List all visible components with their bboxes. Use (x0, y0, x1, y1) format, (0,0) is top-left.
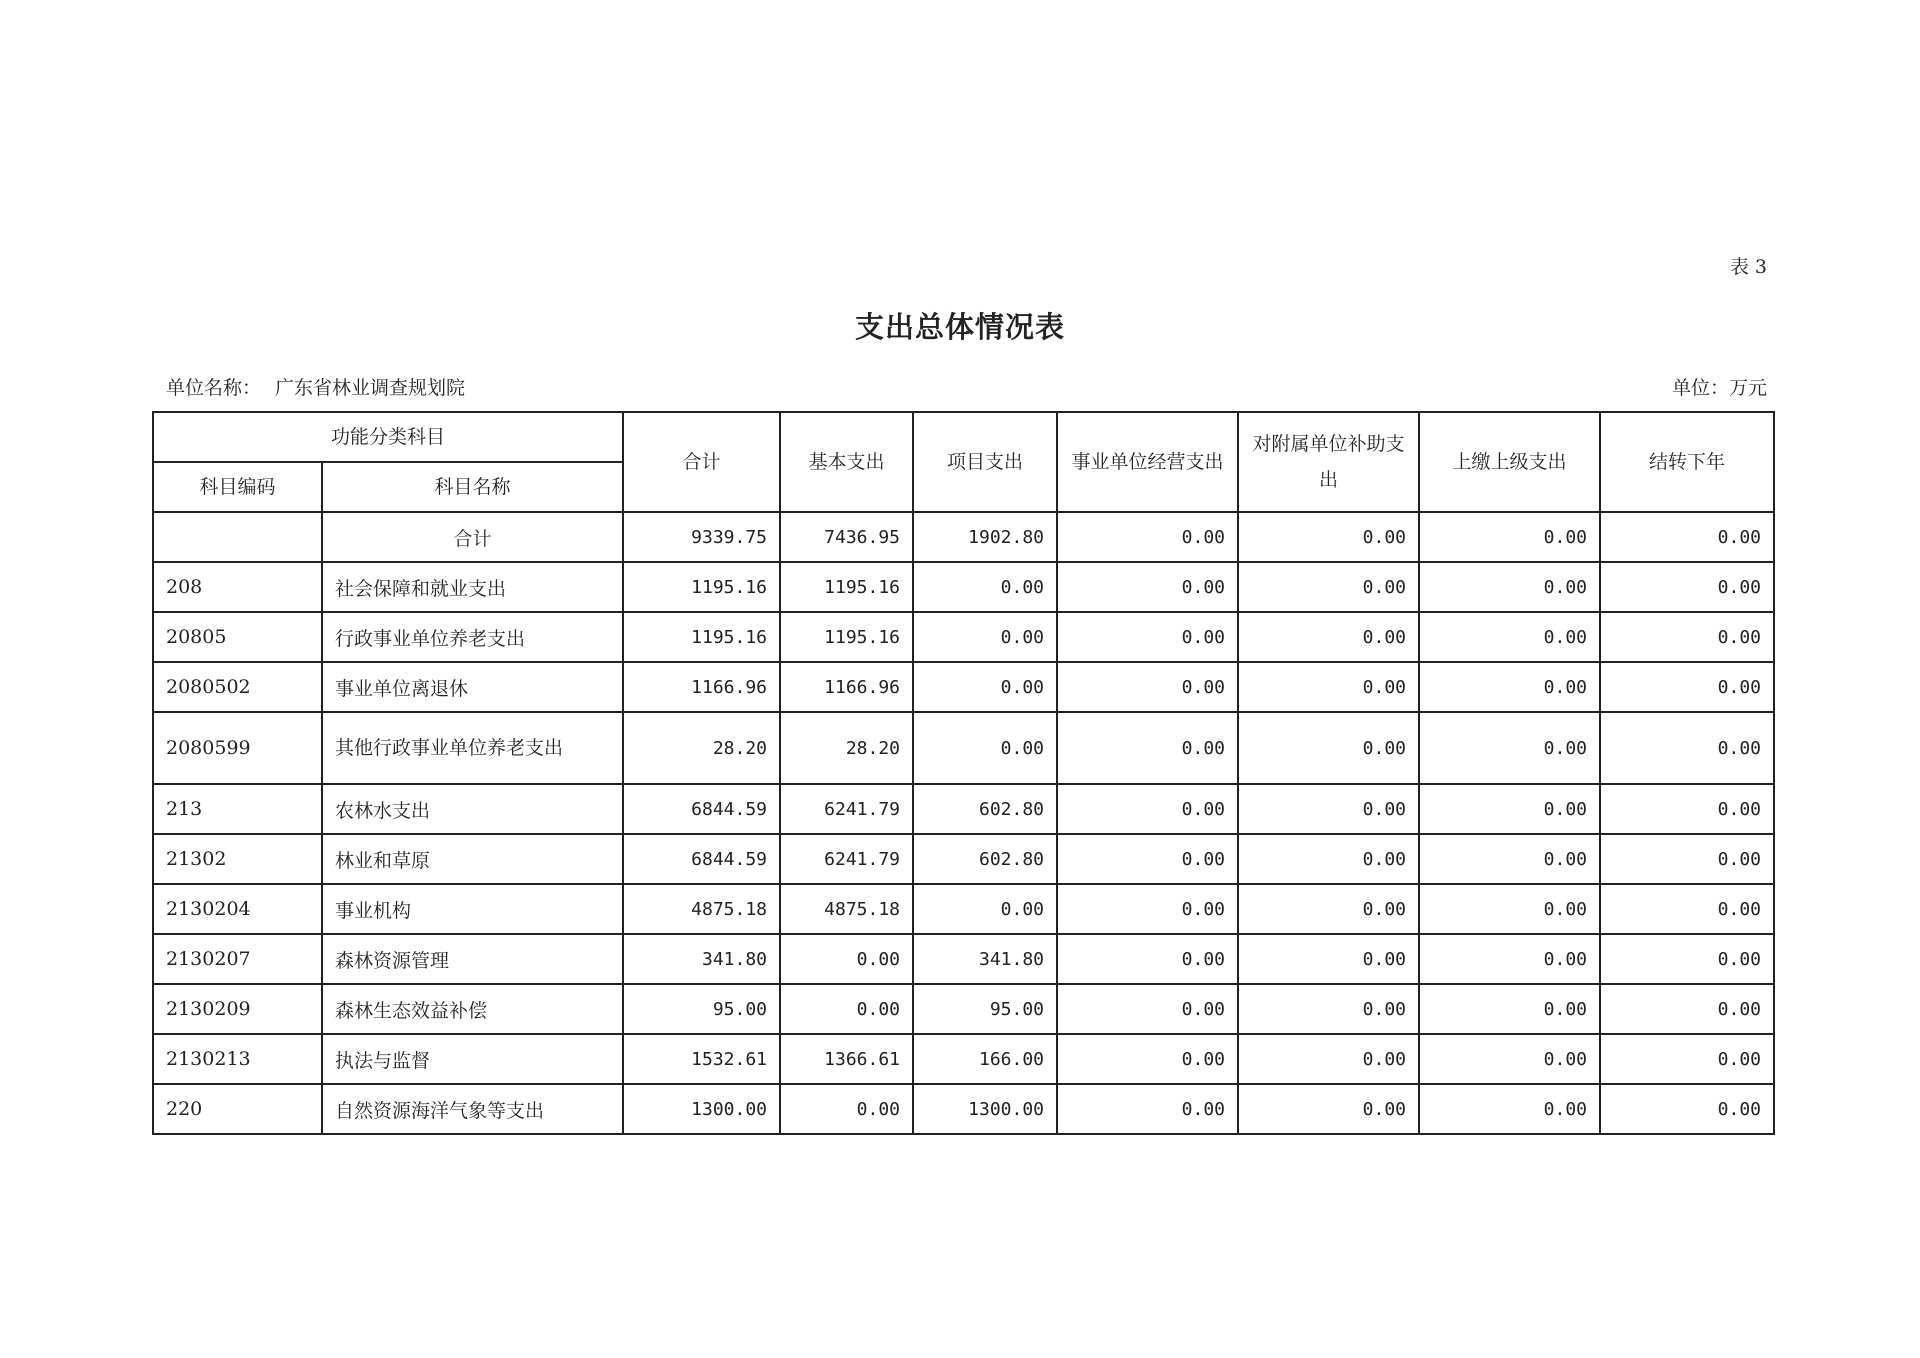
row-business: 0.00 (1057, 512, 1238, 562)
row-upper: 0.00 (1419, 834, 1600, 884)
row-subsidiary: 0.00 (1238, 984, 1419, 1034)
table-row (153, 784, 1774, 834)
row-upper: 0.00 (1419, 1084, 1600, 1134)
row-project: 0.00 (913, 884, 1057, 934)
row-project: 0.00 (913, 612, 1057, 662)
row-upper: 0.00 (1419, 934, 1600, 984)
row-name: 事业机构 (322, 884, 623, 934)
row-name: 其他行政事业单位养老支出 (322, 712, 623, 784)
row-total: 6844.59 (623, 834, 780, 884)
row-upper: 0.00 (1419, 512, 1600, 562)
row-business: 0.00 (1057, 884, 1238, 934)
row-carry: 0.00 (1600, 984, 1774, 1034)
row-business: 0.00 (1057, 1084, 1238, 1134)
header-upper-level-expenditure: 上缴上级支出 (1419, 412, 1600, 512)
row-upper: 0.00 (1419, 784, 1600, 834)
table-row (153, 1084, 1774, 1134)
row-code: 2130209 (153, 984, 322, 1034)
row-business: 0.00 (1057, 984, 1238, 1034)
row-business: 0.00 (1057, 712, 1238, 784)
row-subsidiary: 0.00 (1238, 934, 1419, 984)
row-name: 合计 (322, 512, 623, 562)
table-row (153, 1034, 1774, 1084)
row-total: 4875.18 (623, 884, 780, 934)
row-subsidiary: 0.00 (1238, 784, 1419, 834)
row-basic: 1195.16 (780, 562, 913, 612)
unit-name-label: 单位名称： (166, 377, 262, 399)
row-basic: 0.00 (780, 1084, 913, 1134)
table-row (153, 934, 1774, 984)
row-project: 602.80 (913, 784, 1057, 834)
unit-name-line (166, 373, 465, 400)
row-total: 6844.59 (623, 784, 780, 834)
header-subject-code: 科目编码 (153, 462, 322, 512)
row-basic: 0.00 (780, 984, 913, 1034)
table-row (153, 612, 1774, 662)
row-total: 1300.00 (623, 1084, 780, 1134)
row-total: 1532.61 (623, 1034, 780, 1084)
row-code: 220 (153, 1084, 322, 1134)
row-total: 1166.96 (623, 662, 780, 712)
row-business: 0.00 (1057, 1034, 1238, 1084)
header-project-expenditure: 项目支出 (913, 412, 1057, 512)
row-subsidiary: 0.00 (1238, 612, 1419, 662)
header-subject-name: 科目名称 (322, 462, 623, 512)
row-subsidiary: 0.00 (1238, 1034, 1419, 1084)
row-basic: 4875.18 (780, 884, 913, 934)
table-number: 表 3 (1729, 256, 1767, 278)
row-code: 213 (153, 784, 322, 834)
row-code: 20805 (153, 612, 322, 662)
header-carry-over: 结转下年 (1600, 412, 1774, 512)
table-row (153, 562, 1774, 612)
row-total: 28.20 (623, 712, 780, 784)
row-name: 森林生态效益补偿 (322, 984, 623, 1034)
row-name: 森林资源管理 (322, 934, 623, 984)
row-code: 21302 (153, 834, 322, 884)
row-business: 0.00 (1057, 662, 1238, 712)
row-carry: 0.00 (1600, 884, 1774, 934)
row-upper: 0.00 (1419, 1034, 1600, 1084)
row-name: 事业单位离退休 (322, 662, 623, 712)
row-carry: 0.00 (1600, 1034, 1774, 1084)
row-basic: 1366.61 (780, 1034, 913, 1084)
header-row-1 (153, 412, 1774, 462)
row-name: 执法与监督 (322, 1034, 623, 1084)
row-subsidiary: 0.00 (1238, 512, 1419, 562)
row-business: 0.00 (1057, 562, 1238, 612)
row-total: 1195.16 (623, 562, 780, 612)
row-project: 0.00 (913, 562, 1057, 612)
header-business-expenditure: 事业单位经营支出 (1057, 412, 1238, 512)
row-upper: 0.00 (1419, 612, 1600, 662)
row-carry: 0.00 (1600, 934, 1774, 984)
row-basic: 7436.95 (780, 512, 913, 562)
unit-name-value: 广东省林业调查规划院 (275, 377, 466, 399)
row-name: 农林水支出 (322, 784, 623, 834)
row-upper: 0.00 (1419, 884, 1600, 934)
row-project: 166.00 (913, 1034, 1057, 1084)
currency-unit: 单位：万元 (1671, 377, 1767, 399)
row-code: 2130204 (153, 884, 322, 934)
row-upper: 0.00 (1419, 562, 1600, 612)
table-row (153, 712, 1774, 784)
row-upper: 0.00 (1419, 662, 1600, 712)
expenditure-table (152, 411, 1775, 1135)
row-carry: 0.00 (1600, 784, 1774, 834)
row-name: 社会保障和就业支出 (322, 562, 623, 612)
row-code: 2080502 (153, 662, 322, 712)
row-business: 0.00 (1057, 834, 1238, 884)
row-subsidiary: 0.00 (1238, 562, 1419, 612)
row-project: 1300.00 (913, 1084, 1057, 1134)
row-business: 0.00 (1057, 784, 1238, 834)
row-business: 0.00 (1057, 934, 1238, 984)
row-subsidiary: 0.00 (1238, 834, 1419, 884)
row-total: 1195.16 (623, 612, 780, 662)
row-project: 602.80 (913, 834, 1057, 884)
row-subsidiary: 0.00 (1238, 712, 1419, 784)
row-total: 95.00 (623, 984, 780, 1034)
row-basic: 28.20 (780, 712, 913, 784)
row-code: 2130207 (153, 934, 322, 984)
row-carry: 0.00 (1600, 1084, 1774, 1134)
row-carry: 0.00 (1600, 662, 1774, 712)
row-basic: 0.00 (780, 934, 913, 984)
row-subsidiary: 0.00 (1238, 884, 1419, 934)
table-row (153, 662, 1774, 712)
row-project: 0.00 (913, 712, 1057, 784)
row-basic: 6241.79 (780, 834, 913, 884)
row-upper: 0.00 (1419, 984, 1600, 1034)
row-code: 2080599 (153, 712, 322, 784)
row-upper: 0.00 (1419, 712, 1600, 784)
table-row (153, 884, 1774, 934)
row-business: 0.00 (1057, 612, 1238, 662)
row-name: 自然资源海洋气象等支出 (322, 1084, 623, 1134)
row-project: 1902.80 (913, 512, 1057, 562)
row-total: 9339.75 (623, 512, 780, 562)
table-row (153, 834, 1774, 884)
row-subsidiary: 0.00 (1238, 1084, 1419, 1134)
table-row-total (153, 512, 1774, 562)
row-basic: 6241.79 (780, 784, 913, 834)
row-name: 林业和草原 (322, 834, 623, 884)
row-carry: 0.00 (1600, 712, 1774, 784)
row-carry: 0.00 (1600, 512, 1774, 562)
row-basic: 1195.16 (780, 612, 913, 662)
row-project: 341.80 (913, 934, 1057, 984)
row-code: 208 (153, 562, 322, 612)
row-code: 2130213 (153, 1034, 322, 1084)
row-name: 行政事业单位养老支出 (322, 612, 623, 662)
row-subsidiary: 0.00 (1238, 662, 1419, 712)
row-carry: 0.00 (1600, 612, 1774, 662)
header-function-category: 功能分类科目 (153, 412, 623, 462)
header-total: 合计 (623, 412, 780, 512)
row-carry: 0.00 (1600, 834, 1774, 884)
table-row (153, 984, 1774, 1034)
row-carry: 0.00 (1600, 562, 1774, 612)
row-basic: 1166.96 (780, 662, 913, 712)
page-title: 支出总体情况表 (854, 310, 1065, 344)
row-total: 341.80 (623, 934, 780, 984)
row-project: 0.00 (913, 662, 1057, 712)
row-code (153, 512, 322, 562)
header-basic-expenditure: 基本支出 (780, 412, 913, 512)
header-subsidiary-expenditure: 对附属单位补助支出 (1238, 412, 1419, 512)
row-project: 95.00 (913, 984, 1057, 1034)
